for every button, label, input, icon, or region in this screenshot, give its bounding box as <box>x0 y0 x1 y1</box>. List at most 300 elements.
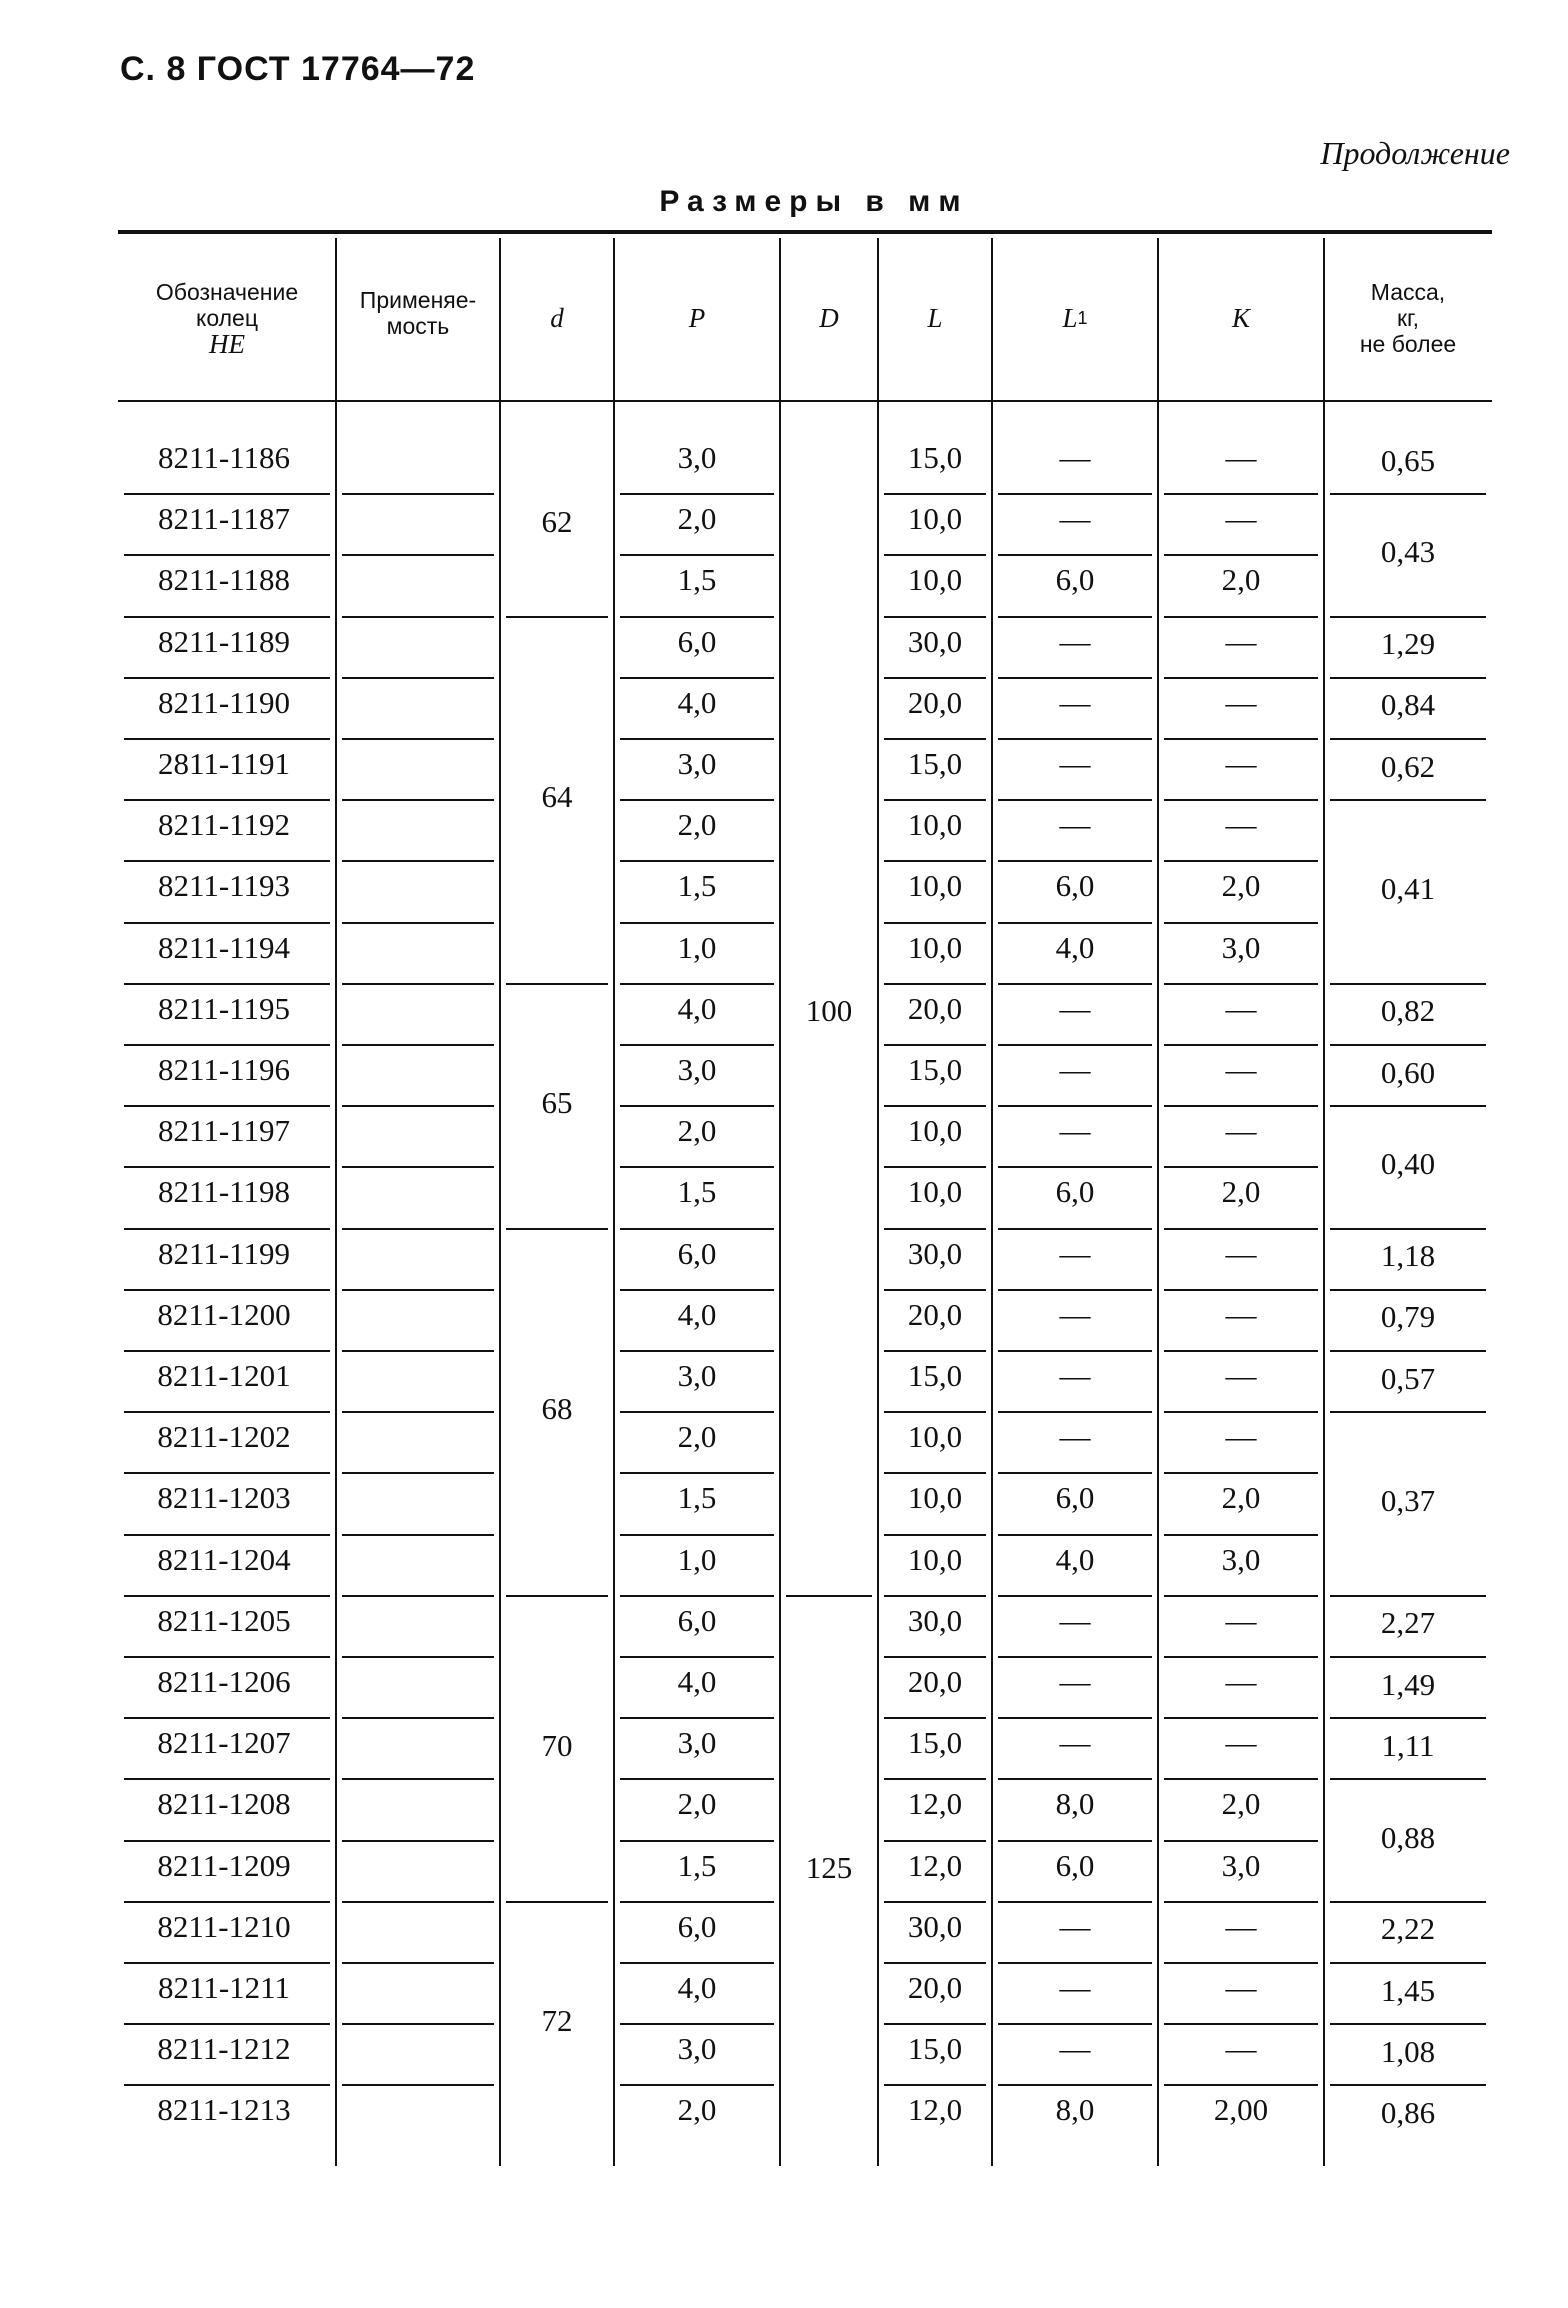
row-code: 8211-1201 <box>157 1358 291 1393</box>
row-l1: — <box>1059 1235 1091 1271</box>
row-rule <box>124 554 330 556</box>
row-l1: — <box>1059 1358 1091 1393</box>
row-l1: — <box>1059 1419 1091 1455</box>
row-l1: — <box>1059 623 1091 659</box>
header-d: d <box>550 303 564 333</box>
group-mass: 1,29 <box>1380 626 1436 662</box>
row-l1: 6,0 <box>1055 1847 1095 1883</box>
row-l: 12,0 <box>907 1786 963 1822</box>
group-mass-rule <box>1330 1901 1486 1903</box>
row-rule <box>620 2023 774 2025</box>
row-l1: — <box>1059 2031 1091 2067</box>
row-rule <box>1164 1534 1318 1536</box>
row-l: 10,0 <box>907 1541 963 1577</box>
row-k: 2,0 <box>1221 562 1261 598</box>
row-rule <box>998 860 1152 862</box>
row-rule <box>1164 1228 1318 1230</box>
group-mass: 1,11 <box>1381 1727 1435 1763</box>
row-rule <box>1164 983 1318 985</box>
table-top-rule <box>118 230 1492 234</box>
row-rule <box>998 1289 1152 1291</box>
row-l1: — <box>1059 1052 1091 1087</box>
row-rule <box>342 2084 494 2086</box>
row-rule <box>342 677 494 679</box>
row-k: 2,0 <box>1221 1480 1261 1516</box>
group-mass-rule <box>1330 1411 1486 1413</box>
row-rule <box>342 493 494 495</box>
row-rule <box>884 1411 986 1413</box>
row-k: — <box>1225 1358 1257 1393</box>
group-mass-rule <box>1330 1228 1486 1230</box>
row-rule <box>342 1289 494 1291</box>
group-D-rule <box>786 1595 872 1597</box>
row-rule <box>998 1472 1152 1474</box>
row-code: 8211-1195 <box>157 990 291 1026</box>
row-p: 1,5 <box>677 1847 717 1883</box>
row-rule <box>124 1411 330 1413</box>
row-l: 12,0 <box>907 2092 963 2128</box>
row-rule <box>342 1105 494 1107</box>
row-rule <box>124 1105 330 1107</box>
row-l1: 4,0 <box>1055 929 1095 965</box>
row-rule <box>124 1901 330 1903</box>
row-rule <box>884 1901 986 1903</box>
row-l: 20,0 <box>907 1296 963 1332</box>
row-rule <box>884 1778 986 1780</box>
continuation-label: Продолжение <box>1320 135 1510 171</box>
group-mass: 0,82 <box>1380 993 1436 1029</box>
group-mass: 1,49 <box>1380 1666 1436 1702</box>
row-rule <box>998 493 1152 495</box>
group-D: 100 <box>805 993 853 1029</box>
row-rule <box>884 1840 986 1842</box>
row-rule <box>998 1962 1152 1964</box>
header-p: P <box>688 303 706 333</box>
row-l: 20,0 <box>907 1664 963 1699</box>
row-code: 8211-1207 <box>157 1725 291 1761</box>
row-l1: — <box>1059 1113 1091 1149</box>
row-l: 15,0 <box>907 1725 963 1761</box>
row-rule <box>342 1472 494 1474</box>
row-rule <box>998 1595 1152 1597</box>
row-code: 8211-1194 <box>157 929 291 965</box>
group-d: 65 <box>541 1085 573 1121</box>
row-rule <box>884 1472 986 1474</box>
row-p: 1,0 <box>677 1541 717 1577</box>
row-rule <box>620 860 774 862</box>
row-code: 8211-1209 <box>157 1847 291 1883</box>
row-rule <box>1164 1166 1318 1168</box>
row-p: 1,5 <box>677 868 717 904</box>
row-rule <box>884 1534 986 1536</box>
group-mass-rule <box>1330 983 1486 985</box>
row-p: 1,5 <box>677 562 717 598</box>
row-p: 6,0 <box>677 1602 717 1638</box>
row-rule <box>1164 922 1318 924</box>
group-d: 64 <box>541 779 573 815</box>
row-p: 3,0 <box>677 1052 717 1087</box>
row-rule <box>620 1105 774 1107</box>
row-rule <box>1164 1962 1318 1964</box>
row-l: 20,0 <box>907 684 963 720</box>
row-l1: — <box>1059 501 1091 537</box>
group-mass: 1,18 <box>1380 1238 1436 1274</box>
group-mass: 0,43 <box>1380 534 1436 570</box>
row-code: 8211-1202 <box>157 1419 291 1455</box>
row-rule <box>620 1534 774 1536</box>
row-p: 2,0 <box>677 1419 717 1455</box>
row-rule <box>1164 1044 1318 1046</box>
header-mass: Масса, кг, не более <box>1359 279 1457 357</box>
row-k: 3,0 <box>1221 1541 1261 1577</box>
row-rule <box>124 1534 330 1536</box>
group-mass: 0,65 <box>1380 442 1436 478</box>
row-l: 15,0 <box>907 2031 963 2067</box>
row-rule <box>1164 1105 1318 1107</box>
row-code: 8211-1206 <box>157 1664 291 1699</box>
row-l1: — <box>1059 746 1091 781</box>
row-p: 2,0 <box>677 501 717 537</box>
row-l: 10,0 <box>907 1113 963 1149</box>
row-l: 30,0 <box>907 1602 963 1638</box>
row-rule <box>124 1350 330 1352</box>
row-l1: — <box>1059 1602 1091 1638</box>
row-rule <box>884 1228 986 1230</box>
row-p: 2,0 <box>677 2092 717 2128</box>
row-l: 20,0 <box>907 1970 963 2005</box>
row-rule <box>998 1105 1152 1107</box>
row-l: 10,0 <box>907 807 963 843</box>
row-l: 15,0 <box>907 440 963 475</box>
row-rule <box>124 2084 330 2086</box>
row-rule <box>620 738 774 740</box>
row-l1: 4,0 <box>1055 1541 1095 1577</box>
row-rule <box>998 1166 1152 1168</box>
group-mass: 1,08 <box>1380 2033 1436 2069</box>
row-rule <box>342 1778 494 1780</box>
row-rule <box>1164 1778 1318 1780</box>
row-p: 2,0 <box>677 1113 717 1149</box>
row-p: 4,0 <box>677 684 717 720</box>
group-mass: 0,86 <box>1380 2095 1436 2130</box>
row-l1: — <box>1059 990 1091 1026</box>
header-designation: Обозначение колец НЕ <box>155 278 299 359</box>
row-k: — <box>1225 2031 1257 2067</box>
row-p: 3,0 <box>677 440 717 475</box>
row-k: — <box>1225 1235 1257 1271</box>
row-rule <box>1164 860 1318 862</box>
row-k: 2,0 <box>1221 1174 1261 1210</box>
row-rule <box>620 983 774 985</box>
row-k: — <box>1225 990 1257 1026</box>
row-rule <box>620 493 774 495</box>
group-d-rule <box>506 983 608 985</box>
header-K: K <box>1231 303 1250 333</box>
group-D: 125 <box>805 1850 853 1886</box>
row-rule <box>1164 1411 1318 1413</box>
row-k: — <box>1225 440 1257 475</box>
group-mass-rule <box>1330 799 1486 801</box>
row-rule <box>884 1105 986 1107</box>
row-code: 8211-1211 <box>157 1970 291 2005</box>
row-rule <box>342 1656 494 1658</box>
row-rule <box>124 1044 330 1046</box>
row-p: 2,0 <box>677 1786 717 1822</box>
row-p: 2,0 <box>677 807 717 843</box>
row-rule <box>124 1289 330 1291</box>
row-k: — <box>1225 684 1257 720</box>
row-k: 3,0 <box>1221 1847 1261 1883</box>
header-applicability: Применяе- мость <box>359 287 477 339</box>
group-mass: 0,88 <box>1380 1819 1436 1855</box>
row-k: — <box>1225 1970 1257 2005</box>
header-L1: L 1 <box>1062 303 1088 333</box>
row-rule <box>884 1962 986 1964</box>
row-rule <box>342 1166 494 1168</box>
row-rule <box>1164 2023 1318 2025</box>
row-rule <box>884 677 986 679</box>
row-rule <box>124 738 330 740</box>
row-l1: 8,0 <box>1055 1786 1095 1822</box>
group-d-rule <box>506 1595 608 1597</box>
row-rule <box>620 1840 774 1842</box>
row-rule <box>884 2023 986 2025</box>
row-p: 1,5 <box>677 1174 717 1210</box>
group-mass-rule <box>1330 1105 1486 1107</box>
row-rule <box>1164 554 1318 556</box>
row-rule <box>998 1044 1152 1046</box>
group-mass-rule <box>1330 1289 1486 1291</box>
row-rule <box>620 1289 774 1291</box>
row-l1: — <box>1059 1664 1091 1699</box>
row-rule <box>620 2084 774 2086</box>
row-rule <box>342 983 494 985</box>
row-rule <box>1164 738 1318 740</box>
row-rule <box>998 1840 1152 1842</box>
row-p: 4,0 <box>677 1664 717 1699</box>
row-rule <box>1164 2084 1318 2086</box>
row-rule <box>884 860 986 862</box>
row-rule <box>124 1228 330 1230</box>
group-mass-rule <box>1330 1044 1486 1046</box>
row-rule <box>884 1289 986 1291</box>
row-rule <box>342 1840 494 1842</box>
row-rule <box>620 1901 774 1903</box>
row-k: 2,00 <box>1213 2092 1269 2128</box>
row-rule <box>998 738 1152 740</box>
row-rule <box>998 677 1152 679</box>
row-p: 1,0 <box>677 929 717 965</box>
row-rule <box>1164 493 1318 495</box>
row-l: 15,0 <box>907 1358 963 1393</box>
row-rule <box>124 1595 330 1597</box>
row-rule <box>342 1044 494 1046</box>
row-l: 10,0 <box>907 562 963 598</box>
row-rule <box>124 2023 330 2025</box>
header-L: L <box>927 303 943 333</box>
row-l1: — <box>1059 440 1091 475</box>
row-l: 10,0 <box>907 1419 963 1455</box>
row-rule <box>620 554 774 556</box>
row-rule <box>884 983 986 985</box>
row-l1: 6,0 <box>1055 1480 1095 1516</box>
row-rule <box>124 616 330 618</box>
row-rule <box>1164 1595 1318 1597</box>
group-mass: 0,84 <box>1380 687 1436 723</box>
row-code: 8211-1192 <box>157 807 291 843</box>
row-rule <box>1164 1717 1318 1719</box>
row-rule <box>124 1472 330 1474</box>
group-mass: 2,27 <box>1380 1605 1436 1641</box>
group-d-rule <box>506 616 608 618</box>
row-rule <box>1164 1656 1318 1658</box>
row-rule <box>124 1717 330 1719</box>
row-rule <box>884 1595 986 1597</box>
row-rule <box>998 1656 1152 1658</box>
group-d: 62 <box>541 503 573 539</box>
group-mass-rule <box>1330 2084 1486 2086</box>
row-code: 8211-1189 <box>157 623 291 659</box>
row-l: 30,0 <box>907 1235 963 1271</box>
page-header: С. 8 ГОСТ 17764—72 <box>120 50 476 88</box>
row-rule <box>998 1778 1152 1780</box>
row-rule <box>998 1717 1152 1719</box>
row-p: 3,0 <box>677 1725 717 1761</box>
row-p: 4,0 <box>677 990 717 1026</box>
row-rule <box>620 1350 774 1352</box>
row-l1: 6,0 <box>1055 1174 1095 1210</box>
group-mass-rule <box>1330 1778 1486 1780</box>
group-mass: 0,41 <box>1380 871 1436 906</box>
row-code: 8211-1213 <box>157 2092 291 2128</box>
row-k: — <box>1225 807 1257 843</box>
row-p: 6,0 <box>677 1908 717 1944</box>
row-rule <box>342 860 494 862</box>
row-l: 15,0 <box>907 746 963 781</box>
header-D: D <box>819 303 839 333</box>
group-mass: 0,62 <box>1380 748 1436 784</box>
group-mass: 0,60 <box>1380 1054 1436 1090</box>
row-rule <box>620 1472 774 1474</box>
group-mass: 0,37 <box>1380 1483 1436 1518</box>
row-l: 10,0 <box>907 1174 963 1210</box>
row-code: 8211-1208 <box>157 1786 291 1822</box>
row-rule <box>620 1656 774 1658</box>
row-rule <box>342 554 494 556</box>
row-rule <box>620 1778 774 1780</box>
group-d-rule <box>506 1228 608 1230</box>
row-code: 8211-1205 <box>157 1602 291 1638</box>
row-rule <box>998 554 1152 556</box>
units-caption: Размеры в мм <box>659 185 969 218</box>
row-rule <box>1164 799 1318 801</box>
row-rule <box>342 922 494 924</box>
row-p: 6,0 <box>677 623 717 659</box>
row-rule <box>884 554 986 556</box>
row-rule <box>1164 1289 1318 1291</box>
group-mass-rule <box>1330 738 1486 740</box>
row-rule <box>620 922 774 924</box>
row-rule <box>124 1840 330 1842</box>
row-rule <box>998 1228 1152 1230</box>
row-k: — <box>1225 1296 1257 1332</box>
row-l: 20,0 <box>907 990 963 1026</box>
row-rule <box>998 1350 1152 1352</box>
row-rule <box>124 1656 330 1658</box>
row-k: — <box>1225 1725 1257 1761</box>
row-rule <box>884 1166 986 1168</box>
row-code: 8211-1197 <box>157 1113 291 1149</box>
row-rule <box>884 2084 986 2086</box>
row-rule <box>342 1411 494 1413</box>
row-rule <box>124 493 330 495</box>
row-code: 8211-1199 <box>157 1235 291 1271</box>
row-rule <box>124 1166 330 1168</box>
group-mass: 0,57 <box>1380 1360 1436 1396</box>
row-l1: 8,0 <box>1055 2092 1095 2128</box>
row-rule <box>124 983 330 985</box>
row-rule <box>998 616 1152 618</box>
row-p: 3,0 <box>677 1358 717 1393</box>
row-rule <box>998 1901 1152 1903</box>
row-rule <box>620 1411 774 1413</box>
row-rule <box>998 2084 1152 2086</box>
group-d: 68 <box>541 1391 573 1427</box>
row-rule <box>1164 677 1318 679</box>
row-p: 3,0 <box>677 746 717 781</box>
row-rule <box>884 1350 986 1352</box>
row-rule <box>998 2023 1152 2025</box>
row-rule <box>342 1534 494 1536</box>
group-mass: 2,22 <box>1380 1911 1436 1947</box>
row-rule <box>124 799 330 801</box>
row-k: — <box>1225 1052 1257 1087</box>
row-code: 8211-1204 <box>157 1541 291 1577</box>
row-rule <box>1164 1901 1318 1903</box>
row-l: 30,0 <box>907 623 963 659</box>
row-rule <box>342 616 494 618</box>
row-rule <box>620 616 774 618</box>
row-l: 10,0 <box>907 501 963 537</box>
row-l1: 6,0 <box>1055 868 1095 904</box>
row-rule <box>620 1717 774 1719</box>
row-rule <box>124 677 330 679</box>
group-mass-rule <box>1330 1656 1486 1658</box>
row-k: — <box>1225 746 1257 781</box>
row-k: — <box>1225 501 1257 537</box>
row-rule <box>124 922 330 924</box>
row-code: 8211-1212 <box>157 2031 291 2067</box>
row-rule <box>342 1228 494 1230</box>
row-k: — <box>1225 1602 1257 1638</box>
group-d: 72 <box>541 2003 573 2039</box>
header-rule <box>118 400 1492 402</box>
row-rule <box>1164 1472 1318 1474</box>
row-rule <box>1164 1840 1318 1842</box>
row-rule <box>884 1656 986 1658</box>
group-d-rule <box>506 1901 608 1903</box>
row-rule <box>124 1962 330 1964</box>
row-l: 10,0 <box>907 929 963 965</box>
row-l1: — <box>1059 1725 1091 1761</box>
row-code: 8211-1200 <box>157 1296 291 1332</box>
group-mass-rule <box>1330 1595 1486 1597</box>
row-l1: — <box>1059 684 1091 720</box>
row-rule <box>998 799 1152 801</box>
row-rule <box>124 1778 330 1780</box>
row-code: 8211-1196 <box>157 1052 291 1087</box>
row-k: — <box>1225 623 1257 659</box>
